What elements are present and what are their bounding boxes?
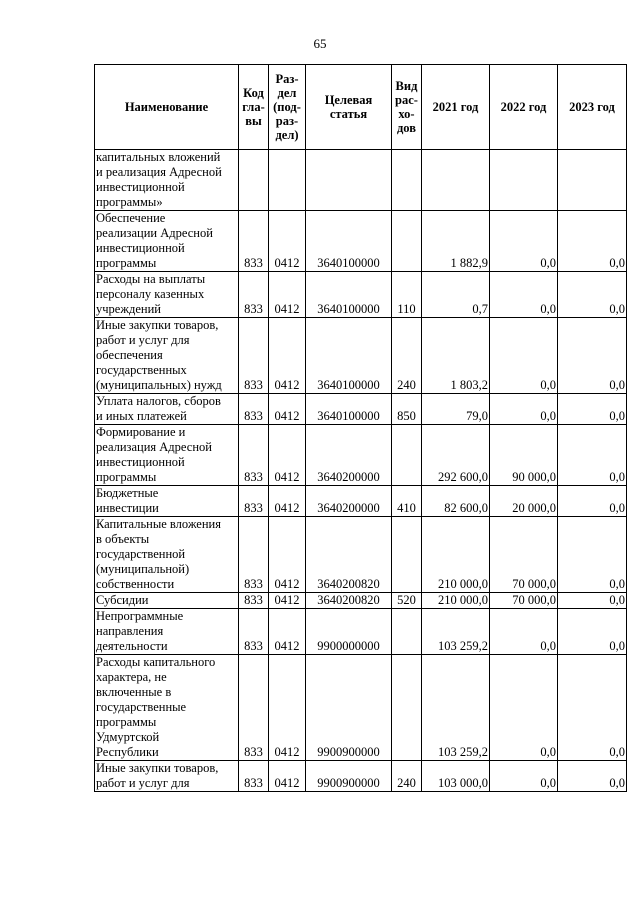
cell-y2022: 70 000,0 <box>490 593 558 609</box>
cell-y2023: 0,0 <box>558 655 627 761</box>
table-row <box>95 761 627 792</box>
cell-kind <box>392 609 422 655</box>
cell-target: 9900000000 <box>306 609 392 655</box>
cell-kind <box>392 517 422 593</box>
cell-kind: 410 <box>392 486 422 517</box>
cell-section: 0412 <box>269 517 306 593</box>
cell-y2022: 0,0 <box>490 655 558 761</box>
cell-name: Иные закупки товаров, работ и услуг для <box>95 761 239 792</box>
cell-target <box>306 150 392 211</box>
cell-y2021: 210 000,0 <box>422 593 490 609</box>
cell-kind: 110 <box>392 272 422 318</box>
cell-y2021: 1 882,9 <box>422 211 490 272</box>
cell-section: 0412 <box>269 425 306 486</box>
table-row <box>95 272 627 318</box>
cell-name: Расходы капитального характера, не включенные в государственные программы Удмуртской Республики <box>95 655 239 761</box>
cell-name: Формирование и реализация Адресной инвестиционной программы <box>95 425 239 486</box>
header-2022: 2022 год <box>490 65 558 150</box>
cell-target: 3640200820 <box>306 593 392 609</box>
table-row <box>95 318 627 394</box>
cell-kind: 240 <box>392 761 422 792</box>
cell-section: 0412 <box>269 609 306 655</box>
cell-y2021: 1 803,2 <box>422 318 490 394</box>
cell-code: 833 <box>239 318 269 394</box>
cell-code: 833 <box>239 655 269 761</box>
cell-y2021: 103 259,2 <box>422 655 490 761</box>
cell-name: Уплата налогов, сборов и иных платежей <box>95 394 239 425</box>
cell-y2021: 292 600,0 <box>422 425 490 486</box>
page-number: 65 <box>313 36 327 51</box>
header-section: Раз- дел (под- раз- дел) <box>269 65 306 150</box>
header-2021: 2021 год <box>422 65 490 150</box>
cell-section: 0412 <box>269 655 306 761</box>
cell-name: Непрограммные направления деятельности <box>95 609 239 655</box>
cell-y2021: 210 000,0 <box>422 517 490 593</box>
table-header-row <box>95 65 627 150</box>
cell-name: Субсидии <box>95 593 239 609</box>
cell-section: 0412 <box>269 761 306 792</box>
cell-section: 0412 <box>269 318 306 394</box>
cell-section: 0412 <box>269 211 306 272</box>
cell-y2023: 0,0 <box>558 211 627 272</box>
cell-target: 3640200000 <box>306 425 392 486</box>
cell-section: 0412 <box>269 394 306 425</box>
table-row <box>95 211 627 272</box>
cell-y2021 <box>422 150 490 211</box>
cell-code: 833 <box>239 486 269 517</box>
cell-y2022: 70 000,0 <box>490 517 558 593</box>
cell-y2022: 0,0 <box>490 318 558 394</box>
cell-section: 0412 <box>269 486 306 517</box>
budget-table <box>94 64 627 792</box>
cell-section: 0412 <box>269 272 306 318</box>
table-row <box>95 655 627 761</box>
cell-code: 833 <box>239 593 269 609</box>
cell-y2023: 0,0 <box>558 318 627 394</box>
header-code: Код гла- вы <box>239 65 269 150</box>
table-row <box>95 486 627 517</box>
table-row <box>95 394 627 425</box>
cell-y2022: 0,0 <box>490 761 558 792</box>
cell-y2023: 0,0 <box>558 517 627 593</box>
cell-name: капитальных вложений и реализация Адресной инвестиционной программы» <box>95 150 239 211</box>
cell-kind <box>392 655 422 761</box>
cell-y2023 <box>558 150 627 211</box>
cell-y2021: 0,7 <box>422 272 490 318</box>
cell-y2023: 0,0 <box>558 609 627 655</box>
cell-y2022: 20 000,0 <box>490 486 558 517</box>
cell-y2023: 0,0 <box>558 425 627 486</box>
cell-y2022: 0,0 <box>490 272 558 318</box>
cell-code: 833 <box>239 394 269 425</box>
cell-y2022: 0,0 <box>490 394 558 425</box>
table-row <box>95 609 627 655</box>
cell-kind: 850 <box>392 394 422 425</box>
cell-y2021: 103 000,0 <box>422 761 490 792</box>
cell-name: Обеспечение реализации Адресной инвестиционной программы <box>95 211 239 272</box>
cell-y2023: 0,0 <box>558 272 627 318</box>
cell-y2021: 82 600,0 <box>422 486 490 517</box>
table-row <box>95 150 627 211</box>
cell-code: 833 <box>239 517 269 593</box>
cell-y2022: 0,0 <box>490 609 558 655</box>
cell-y2023: 0,0 <box>558 761 627 792</box>
cell-section: 0412 <box>269 593 306 609</box>
cell-target: 3640100000 <box>306 318 392 394</box>
cell-y2022: 0,0 <box>490 211 558 272</box>
cell-kind <box>392 150 422 211</box>
table-row <box>95 593 627 609</box>
cell-target: 3640100000 <box>306 211 392 272</box>
cell-y2023: 0,0 <box>558 486 627 517</box>
cell-code: 833 <box>239 425 269 486</box>
cell-y2023: 0,0 <box>558 593 627 609</box>
cell-y2022 <box>490 150 558 211</box>
cell-name: Расходы на выплаты персоналу казенных учреждений <box>95 272 239 318</box>
cell-target: 3640200000 <box>306 486 392 517</box>
cell-y2022: 90 000,0 <box>490 425 558 486</box>
cell-target: 3640100000 <box>306 272 392 318</box>
cell-y2021: 103 259,2 <box>422 609 490 655</box>
header-target: Целевая статья <box>306 65 392 150</box>
header-2023: 2023 год <box>558 65 627 150</box>
cell-code: 833 <box>239 609 269 655</box>
cell-kind <box>392 425 422 486</box>
cell-target: 3640200820 <box>306 517 392 593</box>
header-name: Наименование <box>95 65 239 150</box>
cell-name: Капитальные вложения в объекты государственной (муниципальной) собственности <box>95 517 239 593</box>
cell-name: Иные закупки товаров, работ и услуг для обеспечения государственных (муниципальных) нужд <box>95 318 239 394</box>
cell-code: 833 <box>239 761 269 792</box>
table-row <box>95 425 627 486</box>
cell-kind <box>392 211 422 272</box>
cell-kind: 240 <box>392 318 422 394</box>
cell-target: 9900900000 <box>306 761 392 792</box>
cell-section <box>269 150 306 211</box>
cell-name: Бюджетные инвестиции <box>95 486 239 517</box>
table-row <box>95 517 627 593</box>
cell-code: 833 <box>239 272 269 318</box>
cell-code: 833 <box>239 211 269 272</box>
cell-target: 9900900000 <box>306 655 392 761</box>
cell-y2021: 79,0 <box>422 394 490 425</box>
cell-code <box>239 150 269 211</box>
cell-target: 3640100000 <box>306 394 392 425</box>
cell-kind: 520 <box>392 593 422 609</box>
header-kind: Вид рас- хо- дов <box>392 65 422 150</box>
cell-y2023: 0,0 <box>558 394 627 425</box>
